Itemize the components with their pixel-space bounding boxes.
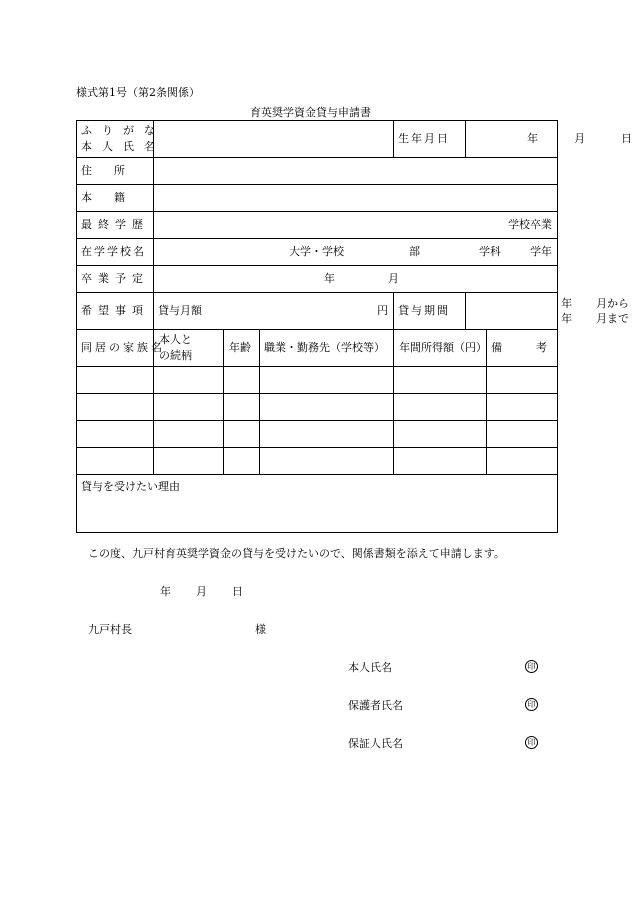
birthdate-input[interactable] (466, 121, 632, 158)
university-school-text: 大学・学校 (289, 245, 344, 258)
birthdate-year: 年 (527, 132, 539, 145)
family-row (77, 367, 558, 394)
family-income-input[interactable] (394, 448, 487, 475)
seal-icon: 印 (525, 736, 538, 749)
graduation-year: 年 (324, 272, 335, 285)
family-label: 同居の家族名 (81, 341, 165, 354)
reason-label: 貸与を受けたい理由 (81, 480, 180, 493)
family-age-input[interactable] (224, 367, 260, 394)
age-label-cell (224, 330, 260, 367)
income-label-cell (394, 330, 487, 367)
family-age-input[interactable] (224, 421, 260, 448)
family-name-input[interactable] (77, 367, 154, 394)
loan-period-label: 貸与期間 (398, 304, 451, 317)
family-occupation-input[interactable] (260, 367, 394, 394)
family-name-input[interactable] (77, 448, 154, 475)
form-number: 様式第1号（第2条関係） (76, 86, 200, 99)
loan-period-label-cell (394, 293, 466, 330)
remarks-label: 備 考 (491, 341, 552, 354)
current-school-label-cell (77, 239, 154, 266)
application-table (76, 120, 632, 533)
occupation-label: 職業・勤務先（学校等） (264, 341, 385, 354)
birthdate-month: 月 (574, 132, 586, 145)
family-remarks-input[interactable] (487, 448, 558, 475)
monthly-amount-label: 貸与月額 (158, 304, 202, 317)
graduation-month: 月 (388, 272, 399, 285)
family-row (77, 448, 558, 475)
occupation-label-cell (260, 330, 394, 367)
family-relation-input[interactable] (154, 367, 224, 394)
period-to-month: 月まで (596, 312, 630, 325)
loan-period-input[interactable] (466, 293, 630, 330)
name-label-cell (77, 121, 165, 158)
relation-label-line2: の続柄 (159, 349, 192, 362)
monthly-amount-input[interactable] (154, 293, 394, 330)
family-income-input[interactable] (394, 367, 487, 394)
seal-icon: 印 (525, 698, 538, 711)
remarks-label-cell (487, 330, 558, 367)
family-occupation-input[interactable] (260, 421, 394, 448)
address-label-cell (77, 158, 154, 185)
family-remarks-input[interactable] (487, 394, 558, 421)
graduation-input[interactable] (154, 266, 558, 293)
family-relation-input[interactable] (154, 394, 224, 421)
reason-row (77, 475, 558, 533)
request-label-cell (77, 293, 154, 330)
seal-icon: 印 (525, 660, 538, 673)
family-name-input[interactable] (77, 394, 154, 421)
period-from-year: 年 (561, 297, 573, 310)
honorific: 様 (255, 623, 266, 636)
family-age-input[interactable] (224, 448, 260, 475)
furigana-label: ふりがな (81, 124, 165, 137)
current-school-input[interactable] (154, 239, 558, 266)
yen-unit: 円 (377, 304, 389, 317)
graduation-label-cell (77, 266, 154, 293)
domicile-label: 本 籍 (81, 191, 125, 204)
period-from-month: 月から (596, 297, 630, 310)
address-row (77, 158, 558, 185)
date-year: 年 (160, 585, 171, 598)
education-input[interactable] (154, 212, 558, 239)
family-remarks-input[interactable] (487, 421, 558, 448)
declaration-text: この度、九戸村育英奨学資金の貸与を受けたいので、関係書類を添えて申請します。 (88, 547, 505, 560)
period-to-year: 年 (561, 312, 573, 325)
education-label: 最終学歴 (81, 218, 149, 231)
family-row (77, 421, 558, 448)
domicile-label-cell (77, 185, 154, 212)
date-day: 日 (232, 585, 243, 598)
school-graduated-suffix: 学校卒業 (508, 218, 553, 231)
date-month: 月 (196, 585, 207, 598)
family-header-row (77, 330, 558, 367)
family-name-input[interactable] (77, 421, 154, 448)
addressee: 九戸村長 (88, 623, 132, 636)
relation-label-cell (154, 330, 224, 367)
address-label: 住 所 (81, 164, 125, 177)
name-input[interactable] (154, 121, 394, 158)
reason-input[interactable] (77, 475, 558, 533)
applicant-name-label: 本人氏名 (348, 661, 392, 674)
current-school-row (77, 239, 558, 266)
family-occupation-input[interactable] (260, 394, 394, 421)
guardian-name-label: 保護者氏名 (348, 699, 403, 712)
family-remarks-input[interactable] (487, 367, 558, 394)
address-input[interactable] (154, 158, 558, 185)
domicile-input[interactable] (154, 185, 558, 212)
education-row (77, 212, 558, 239)
graduation-row (77, 266, 558, 293)
request-label: 希望事項 (81, 304, 149, 317)
department-text: 部 (409, 245, 420, 258)
faculty-text: 学科 (479, 245, 501, 258)
family-relation-input[interactable] (154, 421, 224, 448)
name-label: 本人氏名 (81, 140, 165, 153)
form-title: 育英奨学資金貸与申請書 (250, 106, 371, 119)
birthdate-label: 生年月日 (398, 132, 451, 145)
family-income-input[interactable] (394, 421, 487, 448)
family-occupation-input[interactable] (260, 448, 394, 475)
current-school-label: 在学学校名 (81, 245, 146, 258)
family-label-cell (77, 330, 165, 367)
guarantor-name-label: 保証人氏名 (348, 737, 403, 750)
family-age-input[interactable] (224, 394, 260, 421)
request-row (77, 293, 558, 330)
birthdate-label-cell (394, 121, 466, 158)
birthdate-day: 日 (621, 132, 632, 145)
graduation-label: 卒業予定 (81, 272, 149, 285)
family-relation-input[interactable] (154, 448, 224, 475)
domicile-row (77, 185, 558, 212)
family-row (77, 394, 558, 421)
education-label-cell (77, 212, 154, 239)
income-label: 年間所得額（円） (399, 341, 488, 354)
family-income-input[interactable] (394, 394, 487, 421)
relation-label-line1: 本人と (159, 333, 192, 346)
age-label: 年齢 (229, 341, 251, 354)
name-row (77, 121, 558, 158)
grade-text: 学年 (530, 245, 553, 258)
